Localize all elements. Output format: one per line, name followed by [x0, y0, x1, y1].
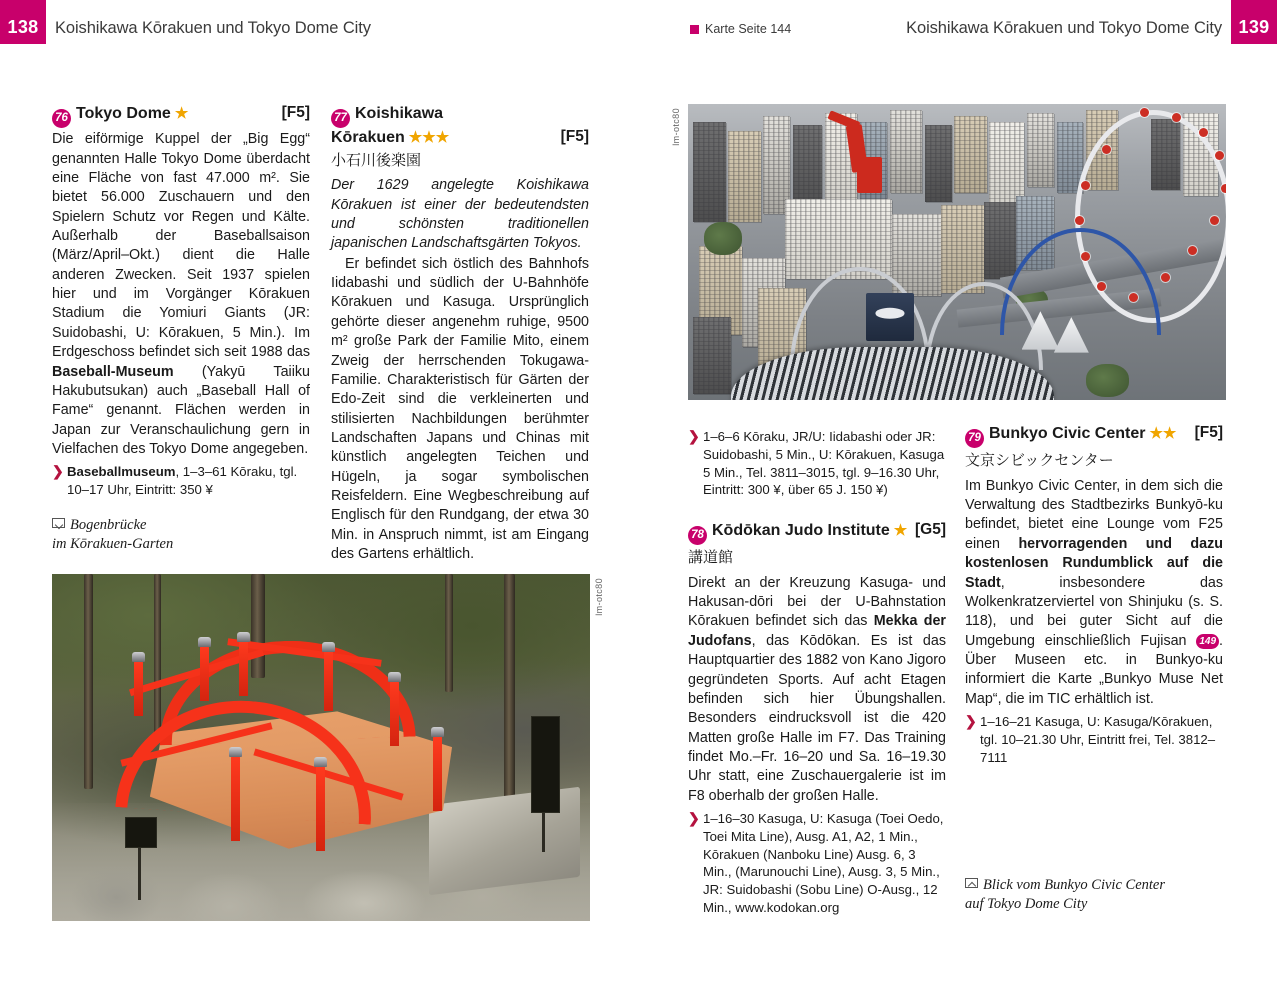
map-marker-icon [690, 25, 699, 34]
gridref-78: [G5] [915, 521, 946, 538]
photo-credit-aerial: lm-otc80 [671, 108, 681, 146]
poi-number-77: 77 [331, 109, 350, 128]
poi-number-76: 76 [52, 109, 71, 128]
caption-aerial-line2: auf Tokyo Dome City [965, 895, 1088, 912]
poi-lead-77: Der 1629 angelegte Koishikawa Kōrakuen ist einer der bedeutendsten und schönsten traditionellen japanischen Landschaftsgärten Tokyos. [331, 177, 589, 252]
poi-body-76-part1: Die eiförmige Kuppel der „Big Egg“ genannten Halle Tokyo Dome überdacht eine Fläche von fast 47.000 m². Sie bietet 56.000 Zuschauern und den Spielern Schutz vor Regen und Kälte. Außerhalb der Baseballsaison (März/April–Okt.) dient die Halle anderen Zwecken. Seit 1937 spielen hier und im Vorgänger Kōrakuen Stadium die Yomiuri Giants (JR: Suidobashi, U: Kōrakuen, 5 Min.). Im Erdgeschoss befindet sich seit 1988 das [52, 131, 310, 361]
poi-heading-tokyo-dome [52, 104, 310, 128]
ferris-wheel-cabin [1199, 128, 1208, 137]
poi-name-76: Tokyo Dome [76, 105, 171, 122]
caption-bridge [52, 516, 312, 553]
building [954, 116, 986, 193]
poi-stars-78: ★ [893, 522, 908, 539]
information-sign [125, 817, 157, 848]
building [693, 122, 725, 223]
poi-number-79: 79 [965, 429, 984, 448]
gridref-79: [F5] [1194, 424, 1223, 441]
arrow-icon: ❯ [965, 713, 977, 730]
large-building [785, 199, 893, 279]
gridref-77: [F5] [560, 128, 589, 146]
poi-body-78 [688, 574, 946, 806]
poi-body-76 [52, 130, 310, 459]
arrow-icon: ❯ [52, 463, 64, 480]
poi-number-78: 78 [688, 526, 707, 545]
photo-tokyo-dome-city-aerial [688, 104, 1226, 400]
poi-stars-76: ★ [174, 105, 189, 122]
poi-title-line-1 [331, 104, 589, 128]
info-bunkyo [965, 713, 1223, 766]
poi-name-77-line2: Kōrakuen [331, 129, 405, 147]
tree-trunk [84, 574, 93, 789]
info-baseballmuseum-lead: Baseballmuseum [67, 464, 176, 480]
poi-stars-77: ★★★ [408, 129, 450, 147]
poi-name-78: Kōdōkan Judo Institute [712, 522, 890, 539]
page-header [0, 0, 1277, 44]
column-koishikawa-korakuen [331, 104, 589, 567]
caption-arrow-down-icon [52, 518, 65, 528]
map-reference [690, 22, 791, 36]
building [989, 122, 1024, 208]
poi-body-78-part1: Direkt an der Kreuzung Kasuga- und Hakusan-dōri bei der U-Bahnstation Kōrakuen befindet sich das [688, 574, 946, 630]
tree-canopy [704, 222, 742, 255]
info-bunkyo-text: 1–16–21 Kasuga, U: Kasuga/Kōrakuen, tgl. 10–21.30 Uhr, Eintritt frei, Tel. 3812–7111 [980, 714, 1216, 765]
poi-name-77-line1: Koishikawa [355, 105, 444, 122]
building [984, 202, 1016, 279]
poi-body-76-bold: Baseball-Museum [52, 363, 174, 380]
left-page-number: 138 [0, 0, 46, 44]
poi-title-line-2 [331, 128, 589, 148]
right-running-title: Koishikawa Kōrakuen und Tokyo Dome City [906, 19, 1222, 37]
info-korakuen [688, 428, 946, 499]
building [728, 131, 760, 223]
poi-japanese-77: 小石川後楽園 [331, 150, 422, 169]
poi-body-79-part3: . Über Museen etc. in Bunkyo-ku informiert die Karte „Bunkyo Muse Net Map“, die im TIC erhältlich ist. [965, 632, 1223, 707]
right-page-number: 139 [1231, 0, 1277, 44]
caption-arrow-up-icon [965, 878, 978, 888]
bridge-post [231, 756, 240, 841]
bridge-post [324, 651, 333, 711]
poi-heading-koishikawa [331, 104, 589, 148]
bridge-post [200, 646, 209, 701]
tree-canopy [1086, 364, 1129, 397]
poi-heading-kodokan [688, 521, 946, 545]
poi-body-79 [965, 477, 1223, 709]
info-kodokan [688, 810, 946, 917]
red-sculpture [857, 157, 881, 193]
gridref-76: [F5] [281, 104, 310, 121]
building [925, 125, 952, 202]
arrow-icon: ❯ [688, 810, 700, 827]
poi-body-79-part2: , insbesondere das Wolkenkratzerviertel von Shinjuku (s. S. 118), und bei guter Sicht auf die Umgebung einschließlich Fujisan [965, 574, 1223, 649]
column-tokyo-dome [52, 104, 310, 499]
building [1027, 113, 1054, 187]
poi-body-77: Er befindet sich östlich des Bahnhofs Iidabashi und südlich der U-Bahnhöfe Kōrakuen und Kasuga. Ursprünglich gehörte dieser angenehm ruhige, 9500 m² große Park der Familie Mito, einem Zweig der herrschenden Tokugawa-Familie. Charakteristisch für Gärten der Edo-Zeit sind die verkleinerten und stilisierten Nachbildungen berühmter Landschaften Japans und Chinas mit künstlich angelegten Teichen und Hügeln, ja sogar symbolischen Reisfeldern. Eine Wegbeschreibung auf Englisch für den Rundgang, der etwa 30 Min. in Anspruch nimmt, ist am Eingang des Gartens erhältlich. [331, 255, 589, 563]
photo-korakuen-bridge [52, 574, 590, 921]
poi-japanese-78: 講道館 [688, 548, 734, 567]
poi-body-78-bold: Mekka der Judofans [688, 613, 946, 649]
poi-body-79-bold: hervorragenden und dazu kostenlosen Rundumblick auf die Stadt [965, 535, 1223, 591]
map-reference-label: Karte Seite 144 [705, 22, 792, 36]
advertisement-board [866, 293, 914, 340]
poi-name-79: Bunkyo Civic Center [989, 425, 1146, 442]
caption-bridge-line1: Bogenbrücke [70, 517, 147, 533]
info-kodokan-text: 1–16–30 Kasuga, U: Kasuga (Toei Oedo, Toei Mita Line), Ausg. A1, A2, 1 Min., Kōrakuen (Nanboku Line) Ausg. 6, 3 Min., (Marunouchi Line), Ausg. 3, 5 Min., JR: Suidobashi (Sobu Line) O-Ausg., 12 Min., www.kodokan.org [703, 811, 944, 915]
tree-trunk [504, 574, 515, 824]
inline-page-badge-149: 149 [1196, 634, 1219, 649]
bridge-post [316, 766, 325, 851]
info-baseballmuseum [52, 463, 310, 499]
information-sign [531, 716, 561, 813]
left-running-title: Koishikawa Kōrakuen und Tokyo Dome City [55, 19, 371, 37]
poi-body-78-part2: , das Kōdōkan. Es ist das Hauptquartier des 1882 von Kano Jigoro gegründeten Sports. Auf acht Etagen befinden sich hier Übungshallen. Besonders eindrucksvoll ist die 420 Matten große Halle im F7. Das Training findet Mo.–Fr. 16–20 und Sa. 16–19.30 Uhr statt, eine Zuschauergalerie ist im F8 oberhalb der großen Halle. [688, 632, 946, 804]
poi-heading-bunkyo [965, 424, 1223, 448]
ferris-wheel-cabin [1081, 181, 1090, 190]
bridge-post [239, 641, 248, 696]
building [693, 317, 731, 394]
column-kodokan [688, 424, 946, 917]
photo-credit-bridge: lm-otc80 [594, 578, 604, 616]
bridge-post [433, 736, 442, 811]
poi-body-79-part1: Im Bunkyo Civic Center, in dem sich die Verwaltung des Stadtbezirks Bunkyō-ku befindet, bietet eine Lounge vom F25 einen [965, 477, 1223, 552]
ferris-wheel-cabin [1221, 184, 1226, 193]
building [941, 205, 984, 294]
poi-stars-79: ★★ [1149, 425, 1177, 442]
bridge-post [134, 661, 143, 716]
building [890, 110, 922, 193]
red-arched-bridge [111, 636, 498, 886]
caption-aerial [965, 876, 1235, 913]
caption-aerial-line1: Blick vom Bunkyo Civic Center [983, 877, 1165, 893]
info-korakuen-text: 1–6–6 Kōraku, JR/U: Iidabashi oder JR: Suidobashi, 5 Min., U: Kōrakuen, Kasuga 5 Min., Tel. 3811–3015, tgl. 9–16.30 Uhr, Eintritt: 300 ¥, über 65 J. 150 ¥) [703, 429, 945, 498]
ferris-wheel-cabin [1172, 113, 1181, 122]
column-bunkyo-civic-center [965, 424, 1223, 766]
bridge-post [390, 681, 399, 746]
arrow-icon: ❯ [688, 428, 700, 444]
caption-bridge-line2: im Kōrakuen-Garten [52, 535, 174, 552]
poi-japanese-79: 文京シビックセンター [965, 451, 1114, 470]
info-baseballmuseum-text: , 1–3–61 Kōraku, tgl. 10–17 Uhr, Eintritt: 350 ¥ [67, 464, 298, 498]
poi-body-76-part2: (Yakyū Taiiku Hakubutsukan) auch „Baseball Hall of Fame“ genannt. Flächen werden in Japan zur Veranschaulichung gern in Vielfachen des Tokyo Dome angegeben. [52, 363, 310, 457]
